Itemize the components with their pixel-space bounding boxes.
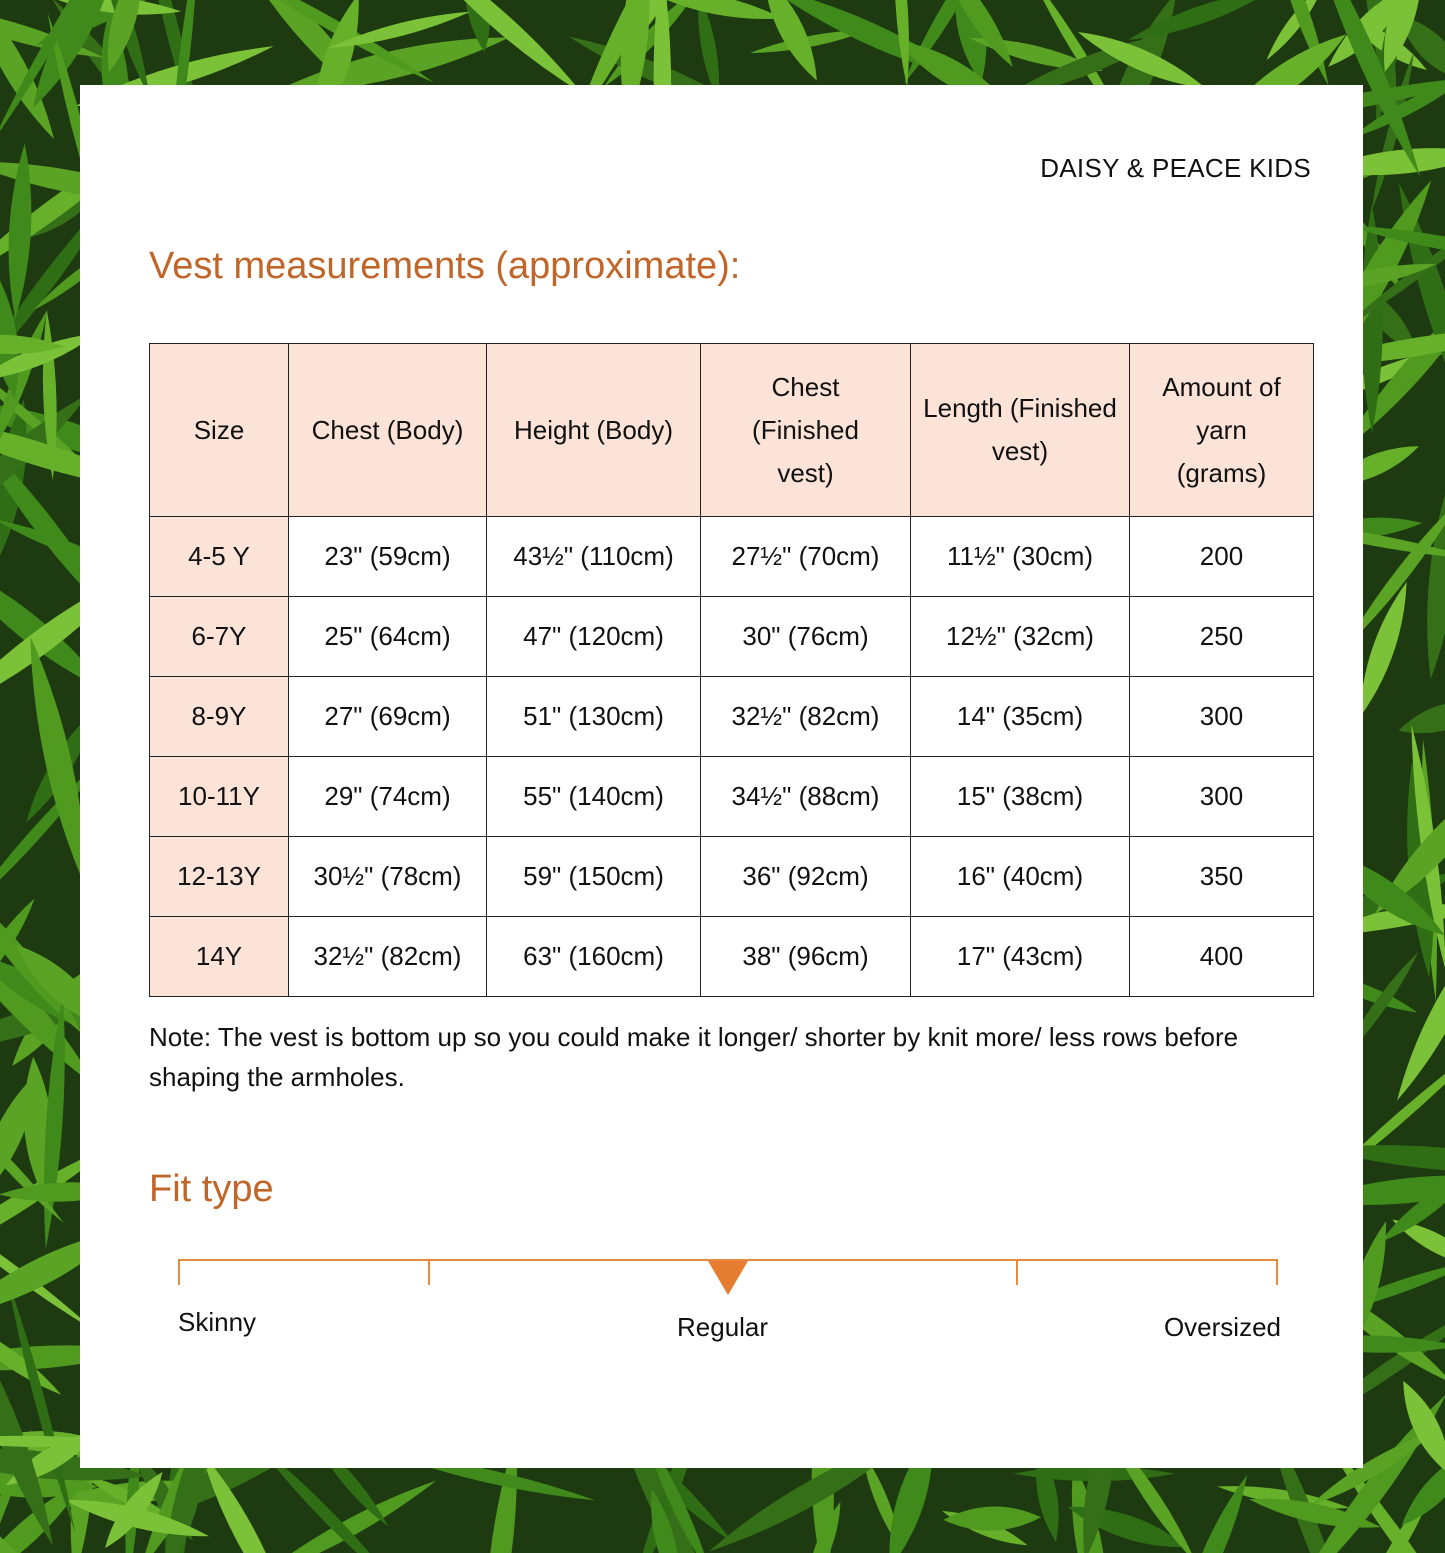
table-cell: 27½" (70cm) [701,517,911,597]
table-cell: 32½" (82cm) [701,677,911,757]
table-cell: 23" (59cm) [289,517,487,597]
fit-scale [178,1257,1278,1297]
table-row [150,757,1314,837]
column-header: Height (Body) [487,344,701,517]
table-cell: 59" (150cm) [487,837,701,917]
table-cell: 350 [1130,837,1314,917]
table-cell: 55" (140cm) [487,757,701,837]
fit-label-oversized: Oversized [1163,1312,1281,1342]
table-cell: 43½" (110cm) [487,517,701,597]
size-cell: 8-9Y [150,677,289,757]
size-cell: 6-7Y [150,597,289,677]
table-cell: 300 [1130,677,1314,757]
table-cell: 30½" (78cm) [289,837,487,917]
table-cell: 250 [1130,597,1314,677]
table-cell: 63" (160cm) [487,917,701,997]
size-cell: 12-13Y [150,837,289,917]
column-header: Chest (Finished vest) [701,344,911,517]
fit-label-regular: Regular [677,1312,769,1342]
table-row [150,837,1314,917]
table-cell: 47" (120cm) [487,597,701,677]
table-cell: 15" (38cm) [911,757,1130,837]
table-cell: 38" (96cm) [701,917,911,997]
construction-note: Note: The vest is bottom up so you could make it longer/ shorter by knit more/ less rows before shaping the armholes. [149,1022,1239,1092]
column-header: Amount of yarn (grams) [1130,344,1314,517]
table-cell: 14" (35cm) [911,677,1130,757]
table-cell: 32½" (82cm) [289,917,487,997]
size-cell: 4-5 Y [150,517,289,597]
table-row [150,597,1314,677]
table-cell: 27" (69cm) [289,677,487,757]
fit-scale-tick [1016,1259,1018,1285]
table-cell: 17" (43cm) [911,917,1130,997]
measurements-title: Vest measurements (approximate): [149,245,741,287]
table-cell: 34½" (88cm) [701,757,911,837]
table-cell: 51" (130cm) [487,677,701,757]
column-header: Chest (Body) [289,344,487,517]
table-cell: 16" (40cm) [911,837,1130,917]
table-cell: 29" (74cm) [289,757,487,837]
size-cell: 10-11Y [150,757,289,837]
fit-type-title: Fit type [149,1168,274,1210]
table-cell: 12½" (32cm) [911,597,1130,677]
fit-marker-icon [708,1261,748,1295]
fit-label-skinny: Skinny [178,1307,257,1337]
table-row [150,517,1314,597]
document-card [80,85,1363,1468]
table-cell: 200 [1130,517,1314,597]
measurements-table [149,343,1314,997]
table-header-row [150,344,1314,517]
brand-name: DAISY & PEACE KIDS [1040,153,1311,183]
table-cell: 11½" (30cm) [911,517,1130,597]
table-cell: 30" (76cm) [701,597,911,677]
table-cell: 25" (64cm) [289,597,487,677]
fit-scale-tick [178,1259,180,1285]
table-row [150,917,1314,997]
table-cell: 36" (92cm) [701,837,911,917]
fit-scale-tick [428,1259,430,1285]
column-header: Length (Finished vest) [911,344,1130,517]
table-row [150,677,1314,757]
table-cell: 400 [1130,917,1314,997]
fit-scale-tick [1276,1259,1278,1285]
size-cell: 14Y [150,917,289,997]
table-cell: 300 [1130,757,1314,837]
column-header: Size [150,344,289,517]
